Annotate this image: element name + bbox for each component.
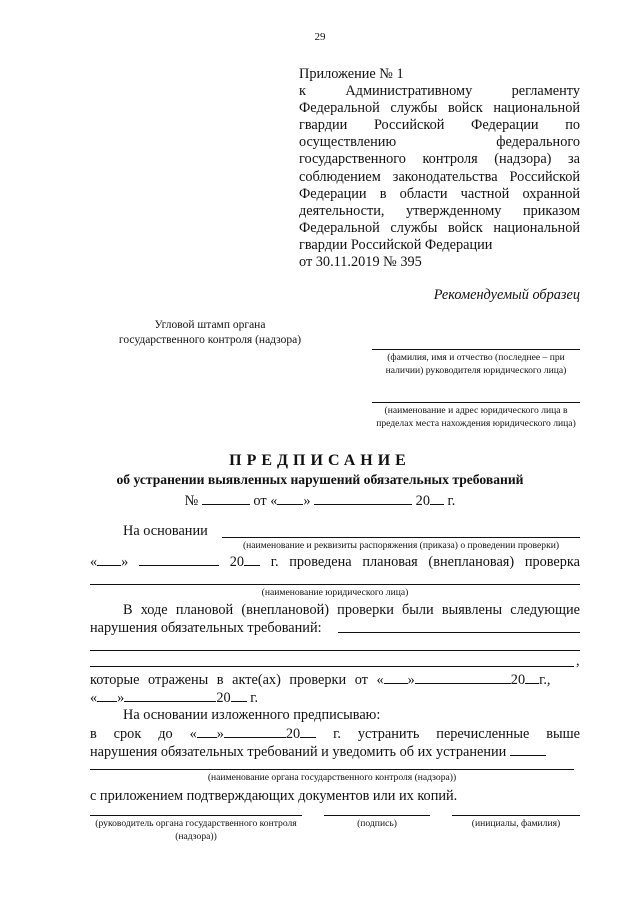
signature-field[interactable] (324, 815, 430, 816)
notify-field[interactable] (510, 742, 546, 756)
year-field[interactable] (430, 491, 444, 505)
month-field[interactable] (314, 491, 412, 505)
act-reference-line: которые отражены в акте(ах) проверки от « » 20 г., (90, 672, 551, 688)
comma: , (576, 653, 580, 669)
authority-name-field[interactable] (90, 769, 574, 770)
appendix-line: деятельности, утвержденному приказом (299, 202, 580, 219)
appendix-line: осуществлению федерального (299, 134, 580, 151)
day-field[interactable] (384, 670, 408, 684)
appendix-line: государственного контроля (надзора) за (299, 151, 580, 168)
appendix-line: соблюдением законодательства Российской (299, 168, 580, 185)
violations-field-3[interactable] (90, 666, 574, 667)
month-field[interactable] (124, 688, 216, 702)
day-field[interactable] (197, 724, 217, 738)
on-basis-label: На основании (123, 523, 208, 539)
order-details-caption: (наименование и реквизиты распоряжения (приказа) о проведении проверки) (242, 540, 560, 551)
page-number: 29 (314, 31, 326, 43)
entity-address-field[interactable] (372, 402, 580, 403)
appendix-line: гвардии Российской Федерации по (299, 117, 580, 134)
day-field[interactable] (97, 552, 121, 566)
violations-label: нарушения обязательных требований: (90, 620, 322, 636)
act-date-line: « » 20 г. (90, 690, 259, 706)
initials-caption: (инициалы, фамилия) (471, 818, 561, 829)
document-subtitle: об устранении выявленных нарушений обязательных требований (116, 472, 524, 487)
appendix-line: от 30.11.2019 № 395 (299, 254, 422, 271)
initials-field[interactable] (452, 815, 580, 816)
attachment-line: с приложением подтверждающих документов или их копий. (90, 788, 458, 804)
document-number-field[interactable] (202, 491, 250, 505)
head-of-authority-caption: (руководитель органа государственного контроля (надзора)) (95, 818, 297, 842)
year-field[interactable] (525, 670, 539, 684)
notify-line: нарушения обязательных требований и уведомить об их устранении (90, 742, 546, 761)
stamp-line: Угловой штамп органа (154, 319, 266, 331)
number-date-line: № от « » 20 г. (184, 493, 456, 509)
head-name-field[interactable] (372, 349, 580, 350)
appendix-line: гвардии Российской Федерации (299, 236, 493, 253)
document-title: ПРЕДПИСАНИЕ (229, 452, 411, 469)
day-field[interactable] (97, 688, 117, 702)
entity-address-caption: (наименование и адрес юридического лица в пределах места нахождения юридического лица) (376, 405, 576, 429)
entity-name-caption: (наименование юридического лица) (261, 587, 409, 598)
inspection-date-line: « » 20 г. проведена плановая (внеплановая) проверка (90, 554, 581, 570)
stamp-line: государственного контроля (надзора) (118, 334, 302, 346)
recommended-sample-label: Рекомендуемый образец (433, 287, 580, 303)
appendix-block (299, 66, 580, 271)
appendix-line: Федеральной службы войск национальной (299, 100, 580, 117)
month-field[interactable] (224, 724, 286, 738)
appendix-line: к Административному регламенту (299, 83, 580, 100)
month-field[interactable] (139, 552, 219, 566)
appendix-line: Федеральной службы войск национальной (299, 219, 580, 236)
during-inspection-line: В ходе плановой (внеплановой) проверки были выявлены следующие (123, 602, 580, 618)
year-field[interactable] (300, 724, 316, 738)
corner-stamp-label (96, 318, 324, 348)
head-of-authority-field[interactable] (90, 815, 302, 816)
year-field[interactable] (231, 688, 247, 702)
prescribe-line: На основании изложенного предписываю: (123, 707, 381, 723)
appendix-line: Федерации в области частной охранной (299, 185, 580, 202)
entity-name-field[interactable] (90, 584, 580, 585)
appendix-line: Приложение № 1 (299, 66, 404, 82)
violations-field[interactable] (338, 632, 580, 633)
year-field[interactable] (244, 552, 260, 566)
day-field[interactable] (277, 491, 303, 505)
signature-caption: (подпись) (357, 818, 397, 829)
violations-field-2[interactable] (90, 650, 580, 651)
deadline-line: в срок до « » 20 г. устранить перечисленные выше (90, 726, 580, 742)
order-details-field[interactable] (222, 537, 580, 538)
head-name-caption: (фамилия, имя и отчество (последнее – при наличии) руководителя юридического лица) (385, 352, 567, 376)
authority-name-caption: (наименование органа государственного контроля (надзора)) (207, 772, 457, 783)
month-field[interactable] (415, 670, 511, 684)
